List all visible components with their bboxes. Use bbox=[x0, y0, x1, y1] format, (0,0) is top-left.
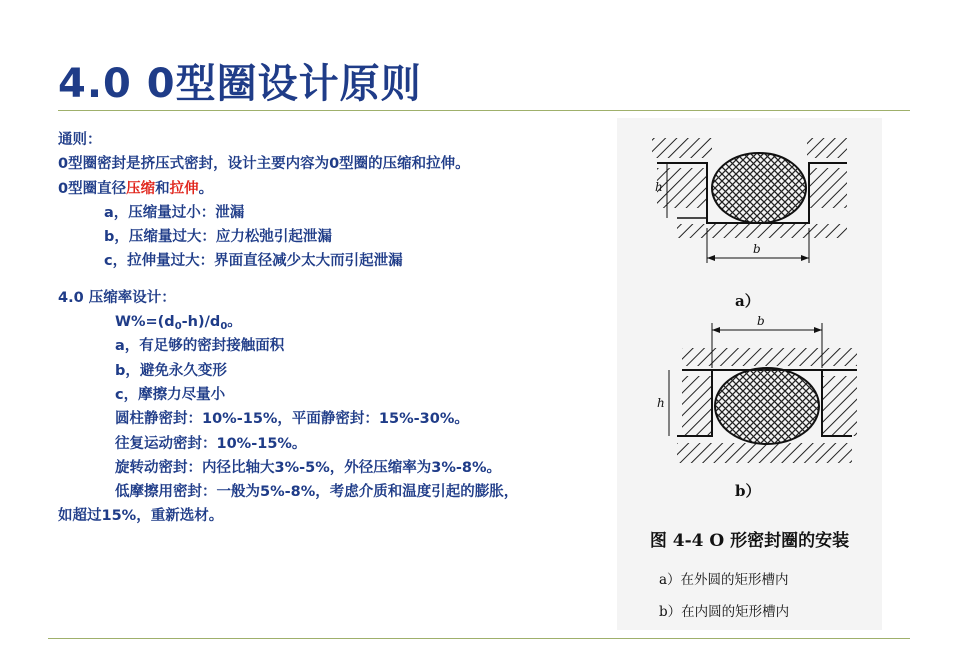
figure-sub-caption-a: a）在外圆的矩形槽内 bbox=[659, 572, 789, 588]
diagram-a bbox=[652, 138, 847, 263]
dimension-h-b: h bbox=[657, 396, 665, 410]
formula-part: 。 bbox=[227, 314, 242, 331]
list-item: b，压缩量过大：应力松弛引起泄漏 bbox=[104, 229, 332, 246]
body-text bbox=[58, 128, 613, 529]
formula-part: W%=(d bbox=[115, 314, 175, 331]
highlight-stretch: 拉伸 bbox=[169, 180, 199, 197]
diagram-b-label: b） bbox=[735, 482, 761, 500]
list-item: c，摩擦力尽量小 bbox=[115, 386, 226, 403]
list-item: a，有足够的密封接触面积 bbox=[115, 338, 285, 355]
list-item: c，拉伸量过大：界面直径减少太大而引起泄漏 bbox=[104, 253, 403, 270]
title-divider bbox=[58, 110, 910, 111]
list-item: b，避免永久变形 bbox=[115, 362, 227, 379]
general-line-2 bbox=[58, 177, 613, 201]
general-line-2-mid: 和 bbox=[155, 180, 170, 197]
general-heading: 通则： bbox=[58, 132, 102, 148]
general-line-1: 0型圈密封是挤压式密封，设计主要内容为0型圈的压缩和拉伸。 bbox=[58, 156, 470, 173]
dimension-h-a: h bbox=[655, 180, 663, 194]
figure-sub-caption-b: b）在内圆的矩形槽内 bbox=[659, 604, 790, 620]
diagram-b bbox=[669, 323, 857, 463]
formula-subscript: 0 bbox=[174, 321, 182, 333]
list-item: 往复运动密封：10%-15%。 bbox=[115, 435, 307, 452]
o-ring-diagram bbox=[617, 118, 882, 630]
compression-formula bbox=[58, 310, 613, 334]
formula-subscript: 0 bbox=[220, 321, 228, 333]
compression-heading: 4.0 压缩率设计： bbox=[58, 289, 176, 306]
general-line-2-post: 。 bbox=[198, 180, 214, 197]
footer-divider bbox=[48, 638, 910, 639]
dimension-b-a: b bbox=[753, 242, 761, 256]
list-item: 低摩擦用密封：一般为5%-8%，考虑介质和温度引起的膨胀， bbox=[115, 484, 519, 501]
general-line-2-pre: 0型圈直径 bbox=[58, 180, 127, 197]
list-item: 圆柱静密封：10%-15%，平面静密封：15%-30%。 bbox=[115, 411, 469, 428]
compression-tail: 如超过15%，重新选材。 bbox=[58, 508, 224, 525]
highlight-compression: 压缩 bbox=[126, 180, 156, 197]
list-item: a，压缩量过小：泄漏 bbox=[104, 204, 245, 221]
page-title: 4.0 0型圈设计原则 bbox=[58, 61, 422, 107]
o-ring-installation-figure bbox=[617, 118, 882, 630]
diagram-a-label: a） bbox=[735, 292, 760, 310]
dimension-b-b: b bbox=[757, 314, 765, 328]
list-item: 旋转动密封：内径比轴大3%-5%，外径压缩率为3%-8%。 bbox=[115, 459, 502, 476]
figure-caption: 图 4-4 O 形密封圈的安装 bbox=[649, 531, 850, 551]
formula-part: -h)/d bbox=[181, 314, 221, 331]
